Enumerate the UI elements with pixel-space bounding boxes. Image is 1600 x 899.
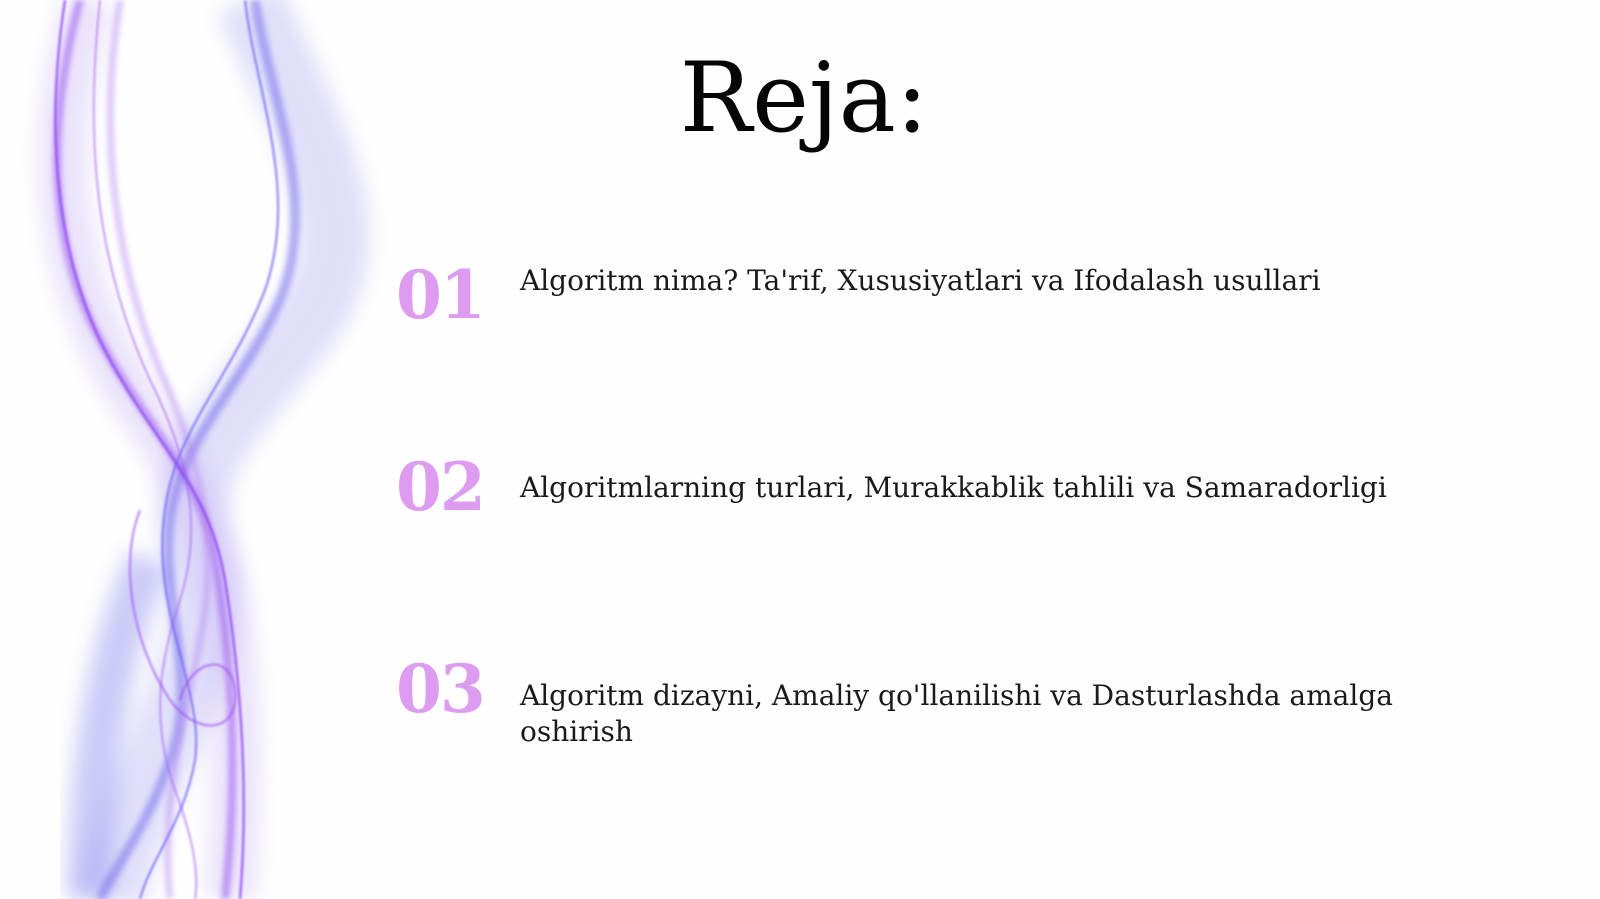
agenda-item-number: 02 <box>396 448 484 526</box>
agenda-item <box>396 650 1456 760</box>
agenda-item-text: Algoritmlarning turlari, Murakkablik tahlili va Samaradorligi <box>520 471 1387 504</box>
agenda-item-number: 03 <box>396 650 484 728</box>
agenda-item <box>396 256 1456 366</box>
agenda-item <box>396 448 1456 558</box>
agenda-item-text: Algoritm nima? Ta'rif, Xususiyatlari va Ifodalash usullari <box>520 264 1321 297</box>
slide-title: Reja: <box>679 42 929 154</box>
agenda-item-text: Algoritm dizayni, Amaliy qo'llanilishi va Dasturlashda amalga oshirish <box>520 679 1393 748</box>
agenda-item-number: 01 <box>396 256 484 334</box>
